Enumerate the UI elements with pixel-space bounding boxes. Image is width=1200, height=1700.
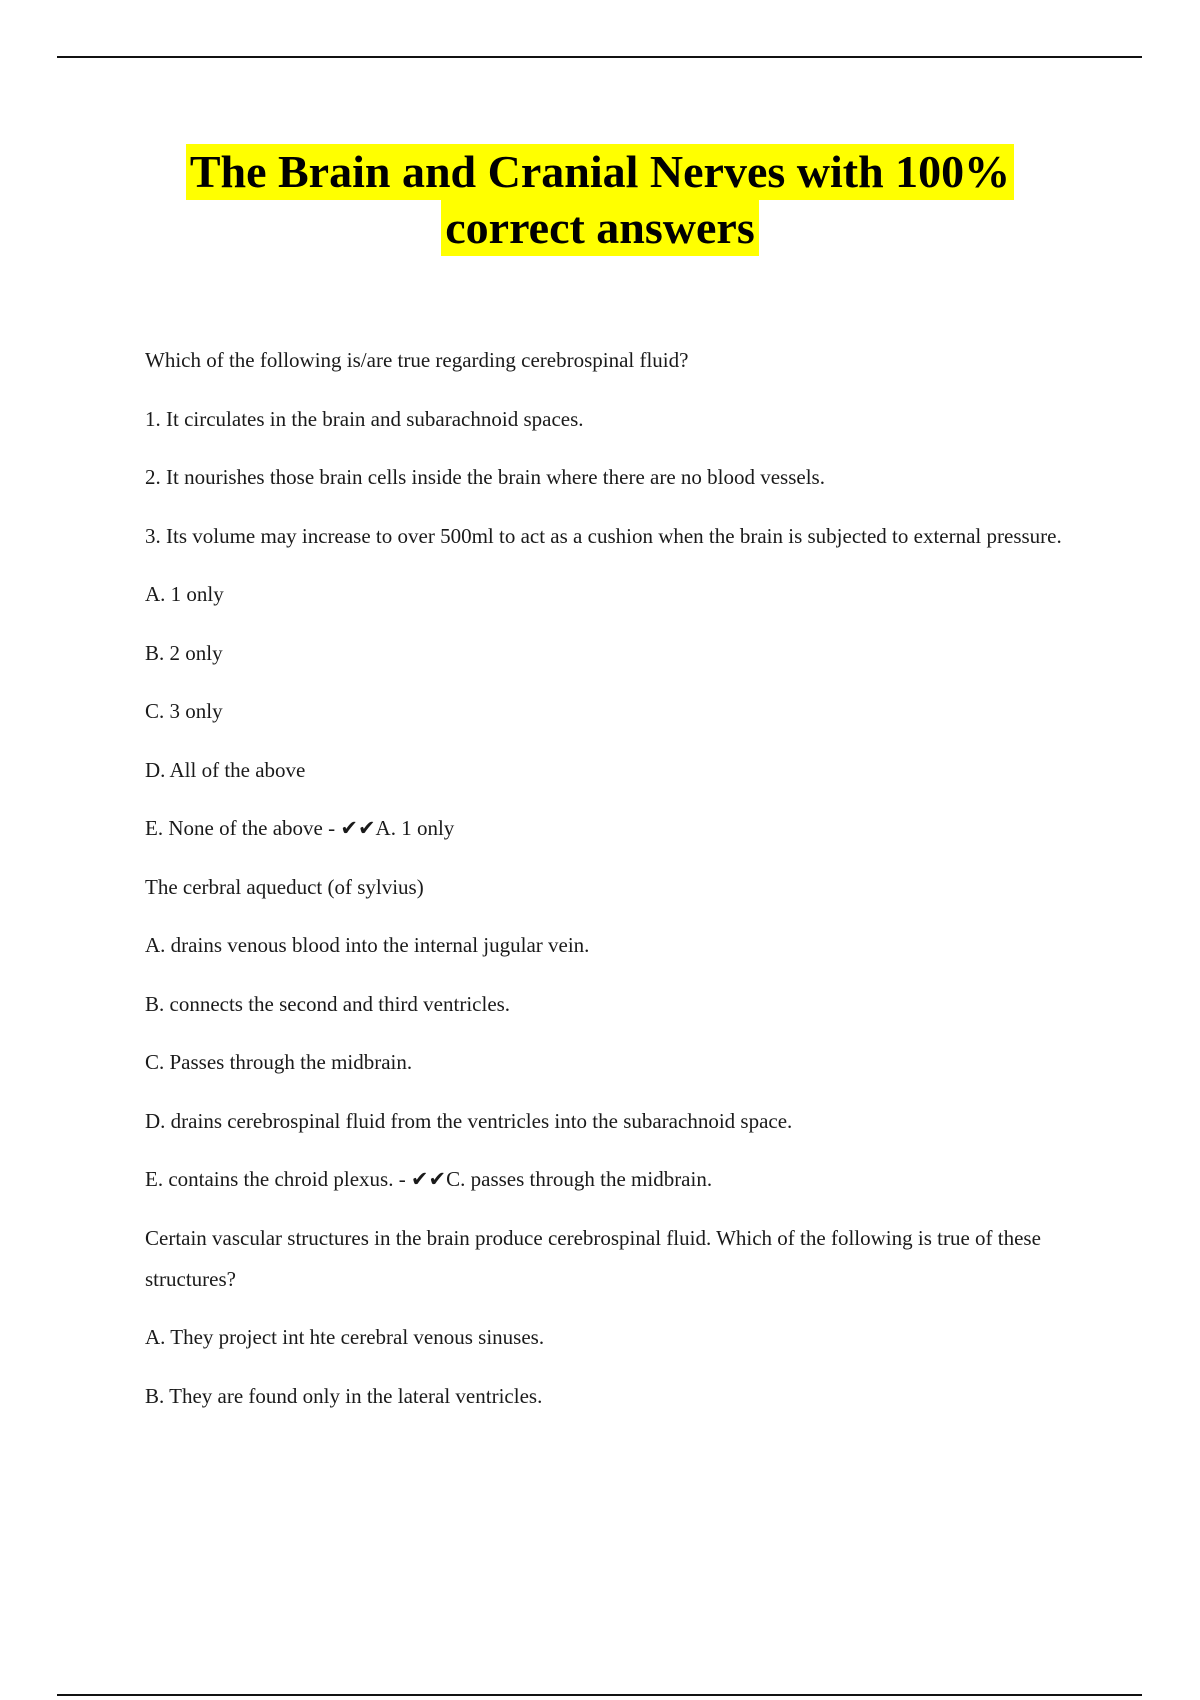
question-1-statement-1: 1. It circulates in the brain and subarachnoid spaces. — [145, 406, 584, 431]
question-1-option-a: A. 1 only — [145, 582, 224, 606]
question-3-stem: Certain vascular structures in the brain produce cerebrospinal fluid. Which of the following is true of these structures? — [145, 1225, 1041, 1291]
question-2-option-d: D. drains cerebrospinal fluid from the ventricles into the subarachnoid space. — [145, 1108, 793, 1133]
title-line-1: The Brain and Cranial Nerves with 100% — [186, 144, 1014, 200]
question-3-option-b: B. They are found only in the lateral ventricles. — [145, 1383, 543, 1408]
question-1-statement-3: 3. Its volume may increase to over 500ml to act as a cushion when the brain is subjected to external pressure. — [145, 523, 1062, 548]
question-1-option-e-answer: E. None of the above - ✔✔A. 1 only — [145, 816, 455, 840]
top-rule — [57, 56, 1142, 58]
question-1-option-c: C. 3 only — [145, 699, 223, 723]
question-1-option-d: D. All of the above — [145, 757, 306, 782]
question-2-option-c: C. Passes through the midbrain. — [145, 1050, 413, 1074]
question-2-stem: The cerbral aqueduct (of sylvius) — [145, 874, 424, 899]
page-title — [0, 144, 1200, 256]
question-2-option-e-answer: E. contains the chroid plexus. - ✔✔C. passes through the midbrain. — [145, 1167, 713, 1191]
question-1-statement-2: 2. It nourishes those brain cells inside the brain where there are no blood vessels. — [145, 465, 825, 489]
title-line-2: correct answers — [441, 200, 759, 256]
question-1-option-b: B. 2 only — [145, 640, 223, 665]
question-2-option-a: A. drains venous blood into the internal jugular vein. — [145, 933, 590, 957]
question-1-stem: Which of the following is/are true regarding cerebrospinal fluid? — [145, 348, 689, 372]
question-3-option-a: A. They project int hte cerebral venous sinuses. — [145, 1325, 545, 1349]
question-2-option-b: B. connects the second and third ventricles. — [145, 991, 511, 1016]
document-body — [145, 340, 1065, 1434]
bottom-rule — [57, 1694, 1142, 1696]
